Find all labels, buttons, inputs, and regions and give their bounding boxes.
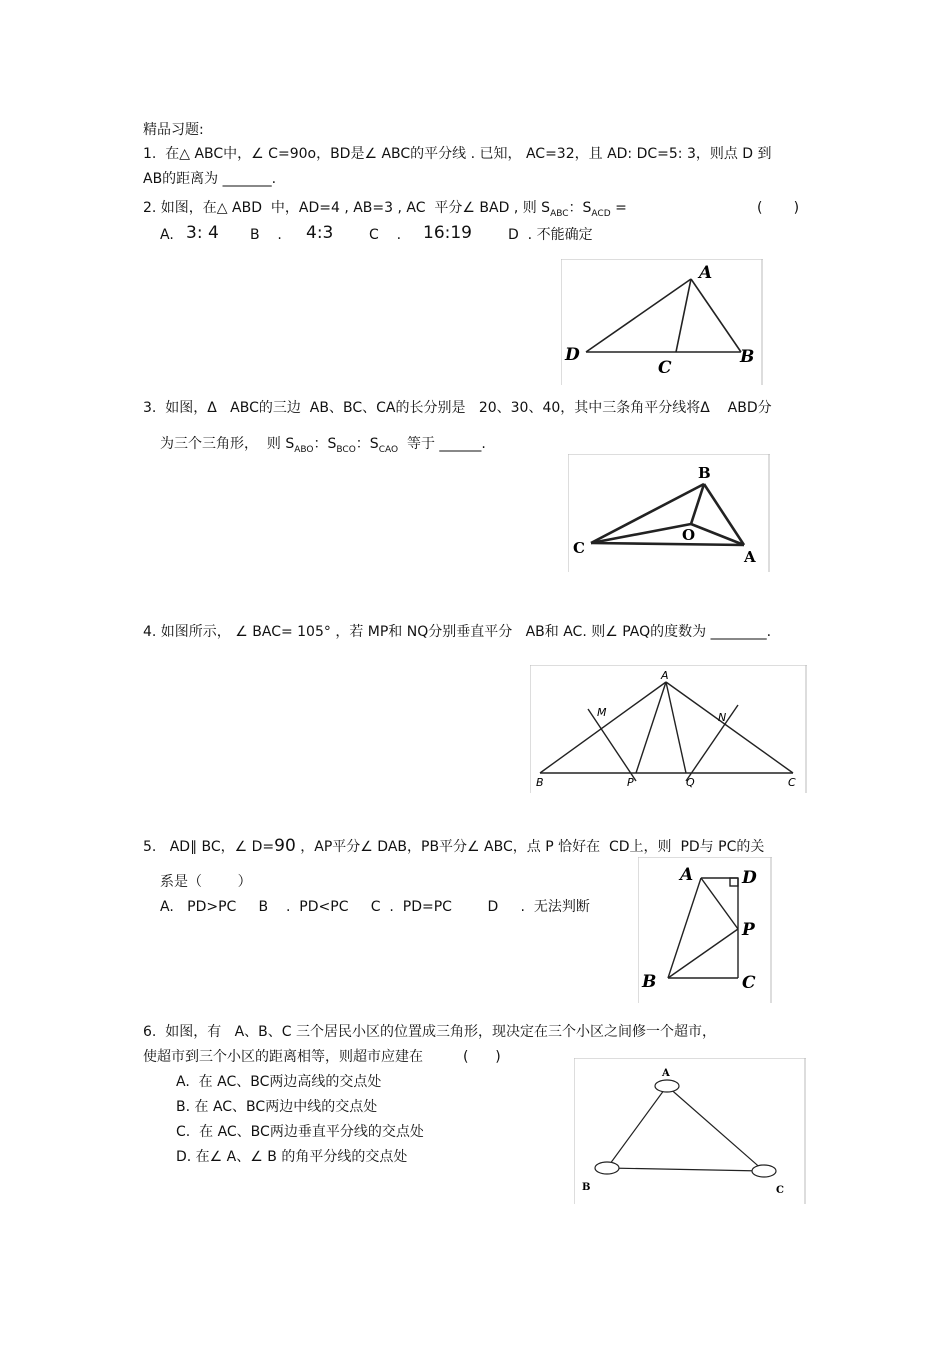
q4-segment-mp xyxy=(588,709,636,781)
q3-line2 xyxy=(160,435,486,455)
q6-figure xyxy=(574,1058,806,1204)
worksheet-heading: 精品习题: xyxy=(143,122,204,138)
q6-community-c xyxy=(752,1165,776,1177)
q3-segment-co xyxy=(591,524,691,543)
q5-line1-rest: ，AP平分∠ DAB，PB平分∠ ABC，点 P 恰好在 CD上，则 PD与 PC的关 xyxy=(295,839,765,855)
q4-label-c: C xyxy=(788,776,796,789)
q4-segment-ba xyxy=(540,682,666,773)
q6-label-b: B xyxy=(582,1182,591,1193)
q2-option-a-label: A. xyxy=(160,227,174,243)
q5-segment-bp xyxy=(668,929,738,978)
q4-label-q: Q xyxy=(686,776,695,789)
q4-label-a: A xyxy=(661,669,669,682)
q2-answer-paren: ( ) xyxy=(757,200,800,216)
q2-label-c: C xyxy=(658,358,672,378)
q3-sub-abo: ABO xyxy=(294,445,314,455)
q6-line1: 6. 如图，有 A、B、C 三个居民小区的位置成三角形，现决定在三个小区之间修一个超市， xyxy=(143,1024,717,1040)
q5-right-angle-mark xyxy=(730,878,738,886)
q2-sub-abc: ABC xyxy=(550,209,569,219)
q5-label-b: B xyxy=(642,972,657,992)
q3-label-a: A xyxy=(744,548,756,566)
q3-sub-bco: BCO xyxy=(336,445,356,455)
q2-segment-ac xyxy=(676,279,691,352)
q2-label-d: D xyxy=(565,345,580,365)
q5-label-c: C xyxy=(742,973,756,993)
q3-figure xyxy=(568,454,770,572)
q2-option-a: 3: 4 xyxy=(186,223,219,243)
q6-segment-ac xyxy=(667,1086,764,1171)
q6-option-d: D. 在∠ A、∠ B 的角平分线的交点处 xyxy=(176,1149,408,1165)
q3-sep-2: ：S xyxy=(355,436,379,452)
q6-community-b xyxy=(595,1162,619,1174)
q3-label-c: C xyxy=(573,539,585,557)
q2-option-d: D . 不能确定 xyxy=(508,227,593,243)
q6-option-c: C. 在 AC、BC两边垂直平分线的交点处 xyxy=(176,1124,424,1140)
q6-segment-ab xyxy=(607,1086,667,1168)
q6-label-a: A xyxy=(662,1068,670,1079)
q2-option-c: 16:19 xyxy=(423,223,472,243)
q2-segment-ab xyxy=(691,279,741,352)
q3-line2-text: 为三个三角形， 则 S xyxy=(160,436,295,452)
q2-label-a: A xyxy=(699,263,713,283)
q3-line2-end: 等于 ______. xyxy=(398,436,486,452)
q5-angle-value: 90 xyxy=(274,836,296,856)
q3-sub-cao: CAO xyxy=(378,445,399,455)
q2-stem-text: 2. 如图，在△ ABD 中，AD=4 , AB=3 , AC 平分∠ BAD , 则 S xyxy=(143,200,551,216)
q4-label-n: N xyxy=(718,711,727,724)
q4-segment-nq xyxy=(686,705,738,781)
q5-line1 xyxy=(143,837,764,856)
q2-stem xyxy=(143,199,627,219)
q2-segment-da xyxy=(586,279,691,352)
q2-sub-acd: ACD xyxy=(591,209,611,219)
q2-label-b: B xyxy=(740,347,755,367)
q5-label-a: A xyxy=(680,865,694,885)
q5-options: A. PD>PC B . PD<PC C . PD=PC D . 无法判断 xyxy=(160,899,590,915)
q5-segment-ab xyxy=(668,878,701,978)
q3-label-b: B xyxy=(698,464,711,482)
q1-line1: 1. 在△ ABC中，∠ C=90o，BD是∠ ABC的平分线 . 已知， AC=32，且 AD: DC=5: 3，则点 D 到 xyxy=(143,146,772,162)
q5-line2: 系是（ ） xyxy=(160,874,252,890)
q4-segment-ac xyxy=(666,682,793,773)
q4-label-m: M xyxy=(597,706,607,719)
q2-ratio-sep: ：S xyxy=(568,200,592,216)
q2-figure xyxy=(561,259,763,385)
q2-eq: = xyxy=(610,200,627,216)
q2-option-b-label: B . xyxy=(250,227,282,243)
q4-label-p: P xyxy=(627,776,634,789)
q6-segment-bc xyxy=(607,1168,764,1171)
q6-option-b: B. 在 AC、BC两边中线的交点处 xyxy=(176,1099,378,1115)
q6-community-a xyxy=(655,1080,679,1092)
q2-option-b: 4:3 xyxy=(306,223,334,243)
q4-label-b: B xyxy=(536,776,544,789)
q4-line1: 4. 如图所示， ∠ BAC= 105° ，若 MP和 NQ分别垂直平分 AB和 AC. 则∠ PAQ的度数为 ________. xyxy=(143,624,772,640)
q5-figure xyxy=(638,857,772,1003)
q1-line2: AB的距离为 _______. xyxy=(143,171,277,187)
q3-sep-1: ：S xyxy=(313,436,337,452)
q5-label-d: D xyxy=(742,868,757,888)
q3-line1: 3. 如图，Δ ABC的三边 AB、BC、CA的长分别是 20、30、40，其中三条角平分线将Δ ABD分 xyxy=(143,400,772,416)
q2-option-c-label: C . xyxy=(369,227,402,243)
q5-label-p: P xyxy=(742,920,755,940)
q6-option-a: A. 在 AC、BC两边高线的交点处 xyxy=(176,1074,382,1090)
q4-segment-ap xyxy=(636,682,666,773)
q3-label-o: O xyxy=(682,526,696,544)
q3-segment-ca xyxy=(591,543,744,545)
q4-segment-aq xyxy=(666,682,686,773)
q6-label-c: C xyxy=(776,1185,784,1196)
q5-line1-text: 5. AD∥ BC，∠ D= xyxy=(143,839,275,855)
q6-line2: 使超市到三个小区的距离相等，则超市应建在 ( ) xyxy=(143,1049,501,1065)
q4-figure xyxy=(530,665,807,793)
